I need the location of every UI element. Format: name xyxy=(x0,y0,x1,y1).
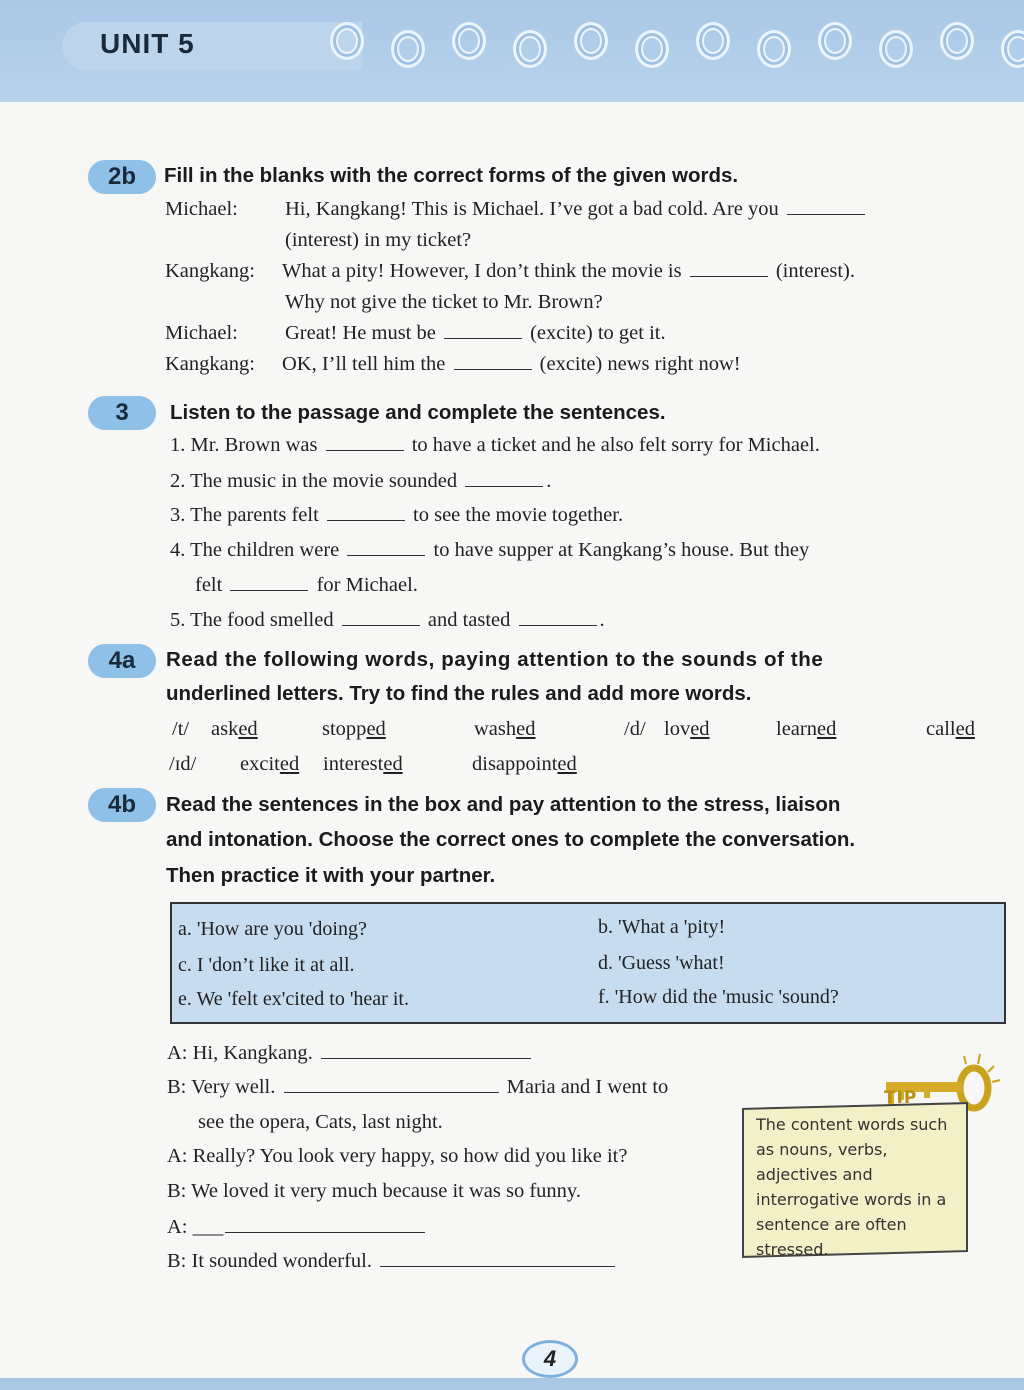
conversation-line xyxy=(167,1042,534,1065)
page-number: 4 xyxy=(522,1340,578,1378)
conversation-line-answer-a[interactable]: A: ___ xyxy=(167,1216,425,1239)
underlined-ending: ed xyxy=(366,718,386,740)
box-sentence-c: c. I 'don’t like it at all. xyxy=(178,954,355,976)
instruction-3: Listen to the passage and complete the sentences. xyxy=(170,401,666,424)
text-segment: (interest). xyxy=(770,260,855,282)
dialogue-line xyxy=(285,198,868,221)
answer-blank[interactable] xyxy=(690,260,768,277)
underlined-ending: ed xyxy=(690,718,710,740)
instruction-4a-line2: underlined letters. Try to find the rules and add more words. xyxy=(166,682,752,705)
text-segment: for Michael. xyxy=(311,574,418,596)
box-sentence-a: a. 'How are you 'doing? xyxy=(178,918,367,940)
ring-decoration xyxy=(635,30,669,68)
text-segment: OK, I’ll tell him the xyxy=(282,353,451,375)
text-segment: Why not give the ticket to Mr. Brown? xyxy=(285,291,603,313)
sentence-item xyxy=(170,470,551,493)
text-segment: felt xyxy=(195,574,228,596)
answer-blank[interactable] xyxy=(327,504,405,521)
instruction-2b: Fill in the blanks with the correct forms of the given words. xyxy=(164,164,739,187)
speaker-label: Kangkang: xyxy=(165,353,255,375)
example-word: stopped xyxy=(322,718,386,740)
ring-decoration xyxy=(879,30,913,68)
ring-decoration xyxy=(818,22,852,60)
text-segment: . xyxy=(546,470,552,492)
dialogue-line xyxy=(285,322,666,345)
ring-decoration xyxy=(452,22,486,60)
text-segment: (interest) in my ticket? xyxy=(285,229,472,251)
section-badge-4a: 4a xyxy=(88,644,156,678)
ring-decoration xyxy=(696,22,730,60)
example-word: loved xyxy=(664,718,710,740)
text-segment: (excite) to get it. xyxy=(524,322,666,344)
conversation-line xyxy=(167,1250,618,1273)
sentence-item xyxy=(195,574,418,597)
box-sentence-e: e. We 'felt ex'cited to 'hear it. xyxy=(178,988,409,1010)
ring-decoration xyxy=(757,30,791,68)
answer-blank[interactable] xyxy=(230,574,308,591)
underlined-ending: ed xyxy=(238,718,258,740)
dialogue-line xyxy=(285,229,471,252)
sentence-item xyxy=(170,539,809,562)
text-segment: What a pity! However, I don’t think the movie is xyxy=(282,260,687,282)
underlined-ending: ed xyxy=(816,718,837,740)
speaker-label: Michael: xyxy=(165,198,238,220)
example-word: interested xyxy=(323,753,403,775)
example-word: excited xyxy=(240,753,300,775)
ring-decoration xyxy=(574,22,608,60)
sentence-item xyxy=(170,504,623,527)
ring-decoration xyxy=(391,30,425,68)
text-segment: B: Very well. xyxy=(167,1076,281,1098)
underlined-ending: ed xyxy=(955,718,975,740)
dialogue-line xyxy=(285,291,603,314)
text-segment: 5. The food smelled xyxy=(170,609,339,631)
instruction-4b-line2: and intonation. Choose the correct ones to complete the conversation. xyxy=(166,828,856,851)
conversation-line xyxy=(198,1111,443,1134)
text-segment: A: Really? You look very happy, so how did you like it? xyxy=(167,1145,628,1167)
answer-blank[interactable] xyxy=(787,198,865,215)
section-badge-4b: 4b xyxy=(88,788,156,822)
dialogue-line xyxy=(282,260,855,283)
example-word: called xyxy=(926,718,975,740)
ring-decoration xyxy=(513,30,547,68)
underlined-ending: ed xyxy=(516,718,536,740)
dialogue-line xyxy=(282,353,741,376)
instruction-4b-line1: Read the sentences in the box and pay attention to the stress, liaison xyxy=(166,793,841,816)
text-segment: B: We loved it very much because it was so funny. xyxy=(167,1180,581,1202)
answer-blank[interactable] xyxy=(284,1076,499,1093)
instruction-4b-line3: Then practice it with your partner. xyxy=(166,864,496,887)
text-segment: . xyxy=(599,609,605,631)
conversation-line xyxy=(167,1180,581,1203)
unit-title: UNIT 5 xyxy=(100,28,195,59)
text-segment: (excite) news right now! xyxy=(534,353,741,375)
answer-blank[interactable] xyxy=(321,1042,531,1059)
sentence-item xyxy=(170,434,820,457)
example-word: learned xyxy=(776,718,837,740)
conversation-line xyxy=(167,1076,668,1099)
text-segment: to have supper at Kangkang’s house. But they xyxy=(428,539,810,561)
tip-label: TIP xyxy=(884,1088,918,1108)
text-segment: and tasted xyxy=(422,609,516,631)
tip-text: The content words such as nouns, verbs, adjectives and interrogative words in a sentence are often stressed. xyxy=(756,1115,948,1259)
text-segment: see the opera, Cats, last night. xyxy=(198,1111,443,1133)
answer-blank[interactable] xyxy=(347,539,425,556)
answer-blank[interactable] xyxy=(380,1250,615,1267)
instruction-4a-line1: Read the following words, paying attention to the sounds of the xyxy=(166,648,824,671)
box-sentence-b: b. 'What a 'pity! xyxy=(598,916,726,938)
section-badge-3: 3 xyxy=(88,396,156,430)
underlined-ending: ed xyxy=(279,753,300,775)
underlined-ending: ed xyxy=(383,753,403,775)
sound-symbol: /ɪd/ xyxy=(169,753,197,775)
text-segment: to have a ticket and he also felt sorry for Michael. xyxy=(406,434,820,456)
ring-decoration xyxy=(940,22,974,60)
answer-blank[interactable] xyxy=(326,434,404,451)
answer-blank[interactable] xyxy=(465,470,543,487)
underlined-ending: ed xyxy=(557,753,577,775)
example-word: asked xyxy=(211,718,258,740)
conversation-line xyxy=(167,1145,627,1168)
footer-band xyxy=(0,1378,1024,1390)
speaker-label: Kangkang: xyxy=(165,260,255,282)
text-segment: B: It sounded wonderful. xyxy=(167,1250,378,1272)
text-segment: 3. The parents felt xyxy=(170,504,324,526)
sentence-box xyxy=(170,902,1006,1024)
speaker-label: Michael: xyxy=(165,322,238,344)
example-word: washed xyxy=(474,718,536,740)
text-segment: 1. Mr. Brown was xyxy=(170,434,323,456)
ring-decoration xyxy=(330,22,364,60)
sound-symbol: /t/ xyxy=(172,718,190,740)
box-sentence-f: f. 'How did the 'music 'sound? xyxy=(598,986,839,1008)
sound-symbol: /d/ xyxy=(624,718,646,740)
answer-blank[interactable] xyxy=(519,609,597,626)
sentence-item xyxy=(170,609,605,632)
ring-decoration xyxy=(1001,30,1024,68)
section-badge-2b: 2b xyxy=(88,160,156,194)
answer-blank[interactable] xyxy=(454,353,532,370)
text-segment: Great! He must be xyxy=(285,322,441,344)
unit-header-banner xyxy=(0,0,1024,102)
example-word: disappointed xyxy=(472,753,577,775)
text-segment: to see the movie together. xyxy=(407,504,624,526)
box-sentence-d: d. 'Guess 'what! xyxy=(598,952,725,974)
text-segment: Maria and I went to xyxy=(501,1076,669,1098)
answer-blank[interactable] xyxy=(342,609,420,626)
text-segment: 4. The children were xyxy=(170,539,345,561)
text-segment: 2. The music in the movie sounded xyxy=(170,470,463,492)
answer-blank[interactable] xyxy=(444,322,522,339)
text-segment: Hi, Kangkang! This is Michael. I’ve got a bad cold. Are you xyxy=(285,198,784,220)
text-segment: A: Hi, Kangkang. xyxy=(167,1042,318,1064)
